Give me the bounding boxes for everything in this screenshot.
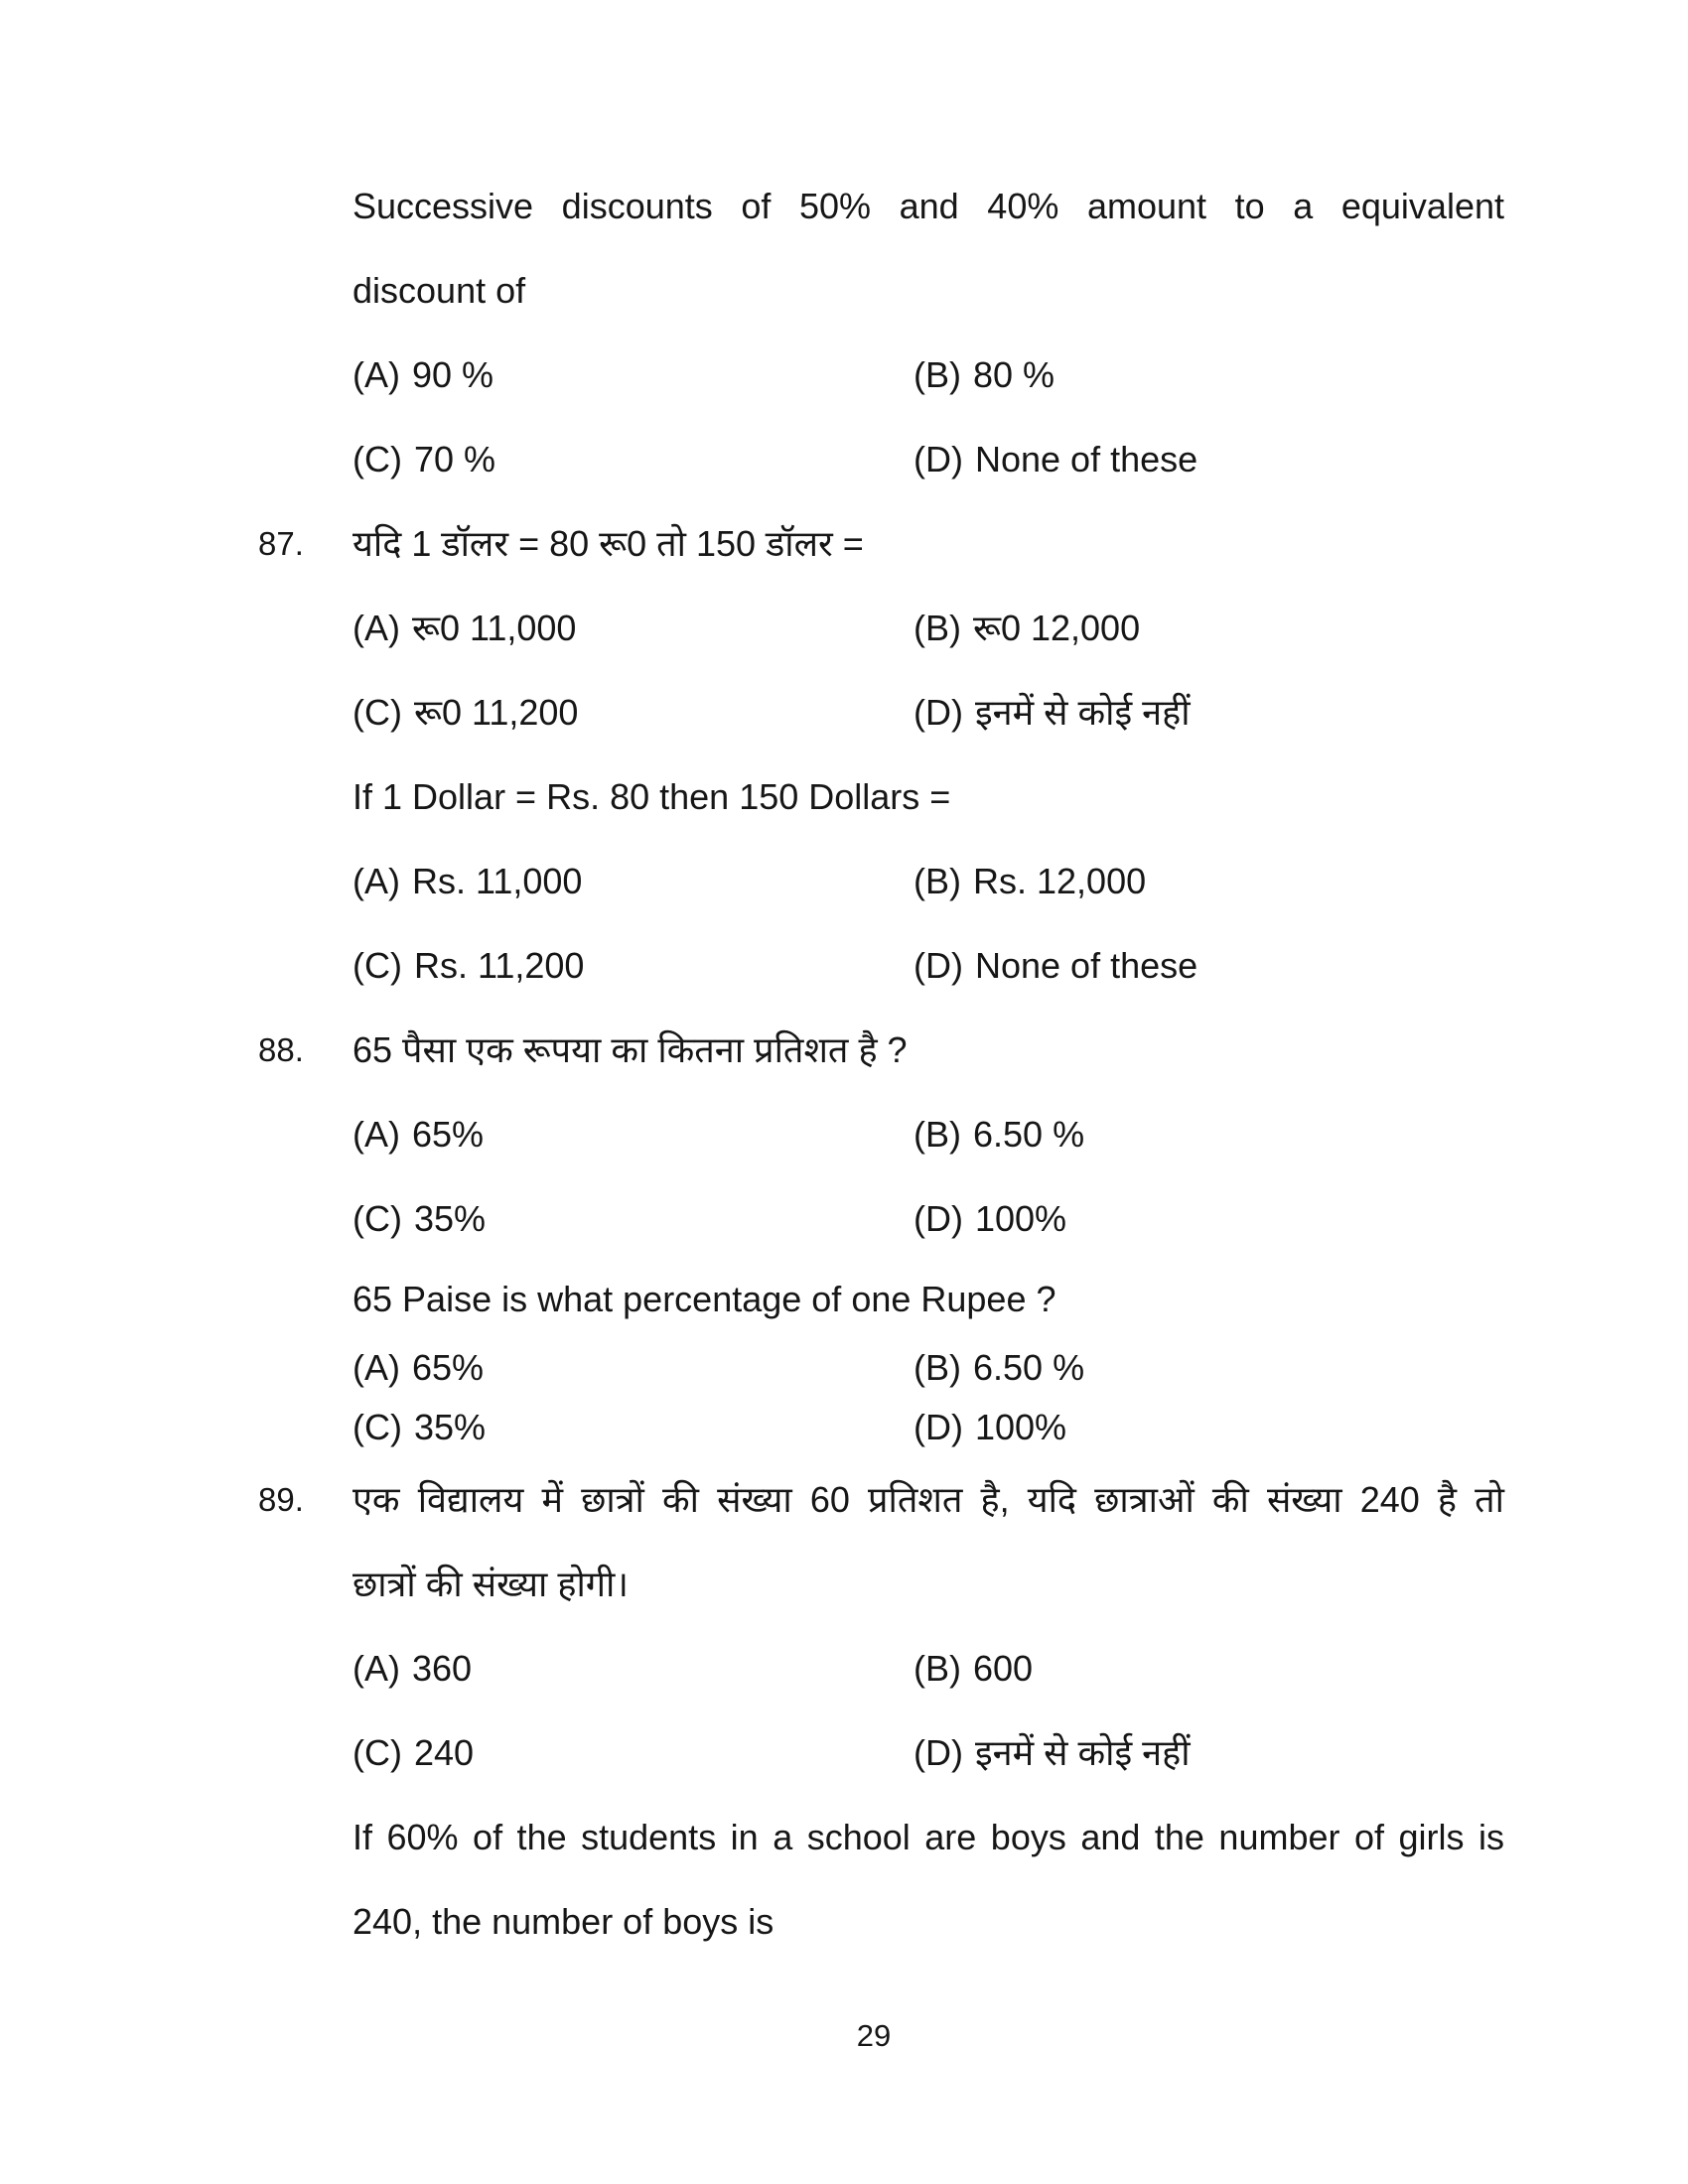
question-89-number: 89.: [258, 1481, 304, 1518]
option-b-label: (B): [914, 608, 961, 648]
option-c-label: (C): [352, 439, 402, 479]
option-87-english-b: [914, 839, 1504, 923]
option-a-label: (A): [352, 354, 400, 395]
question-87-english-options-row-2: [352, 923, 1504, 1008]
option-c-label: (C): [352, 692, 402, 733]
option-d-value: 100%: [974, 1407, 1067, 1447]
option-a-label: (A): [352, 608, 400, 648]
option-b-value: 6.50 %: [973, 1347, 1085, 1388]
option-86-b: [914, 333, 1504, 417]
question-87-english-statement: If 1 Dollar = Rs. 80 then 150 Dollars =: [352, 776, 951, 817]
option-c-label: (C): [352, 1407, 402, 1447]
question-87-english-options-row-1: [352, 839, 1504, 923]
option-a-value: 90 %: [412, 354, 494, 395]
question-89-english-line-1: If 60% of the students in a school are boys and the number of girls is: [352, 1817, 1504, 1857]
option-89-b: [914, 1626, 1504, 1710]
option-89-a: [352, 1626, 914, 1710]
option-89-d: [914, 1710, 1504, 1795]
question-88-english-statement: 65 Paise is what percentage of one Rupee ?: [352, 1279, 1056, 1319]
option-b-value: Rs. 12,000: [973, 861, 1147, 901]
option-d-label: (D): [914, 1407, 963, 1447]
option-89-c: [352, 1710, 914, 1795]
option-a-label: (A): [352, 1347, 400, 1388]
question-89-options-row-1: [352, 1626, 1504, 1710]
option-88-hindi-c: [352, 1176, 914, 1261]
question-89-hindi-line-1: [258, 1457, 1504, 1542]
option-88-hindi-a: [352, 1092, 914, 1176]
question-88-english-options-row-2: [352, 1398, 1504, 1457]
option-c-value: 35%: [413, 1407, 487, 1447]
option-88-english-d: [914, 1398, 1504, 1457]
option-d-value: 100%: [974, 1198, 1067, 1239]
option-a-label: (A): [352, 861, 400, 901]
option-d-value: None of these: [974, 439, 1198, 479]
option-b-label: (B): [914, 1347, 961, 1388]
option-d-label: (D): [914, 1198, 963, 1239]
option-b-label: (B): [914, 354, 961, 395]
question-87-number: 87.: [258, 525, 304, 562]
option-a-label: (A): [352, 1648, 400, 1689]
option-88-english-b: [914, 1338, 1504, 1398]
question-87-hindi-options-row-1: [352, 586, 1504, 670]
option-87-hindi-b: [914, 586, 1504, 670]
option-87-hindi-c: [352, 670, 914, 754]
option-87-hindi-d: [914, 670, 1504, 754]
option-d-label: (D): [914, 692, 963, 733]
question-86-english-line-1: Successive discounts of 50% and 40% amount to a equivalent: [352, 186, 1504, 226]
option-d-label: (D): [914, 439, 963, 479]
question-89-english-line-2: 240, the number of boys is: [352, 1901, 774, 1942]
option-d-value: इनमें से कोई नहीं: [974, 1732, 1191, 1773]
option-d-value: None of these: [974, 945, 1198, 986]
question-89-options-row-2: [352, 1710, 1504, 1795]
option-c-label: (C): [352, 1198, 402, 1239]
option-b-value: 6.50 %: [973, 1114, 1085, 1155]
option-a-value: रू0 11,000: [412, 608, 577, 648]
question-89-hindi-text-1: एक विद्यालय में छात्रों की संख्या 60 प्रतिशत है, यदि छात्राओं की संख्या 240 है तो: [352, 1479, 1504, 1520]
question-86-options-row-2: [352, 417, 1504, 501]
option-a-label: (A): [352, 1114, 400, 1155]
option-b-label: (B): [914, 1648, 961, 1689]
question-88-hindi-statement: [258, 1008, 1504, 1092]
option-87-english-a: [352, 839, 914, 923]
question-88-hindi-options-row-2: [352, 1176, 1504, 1261]
question-88-english-options-row-1: [352, 1338, 1504, 1398]
option-c-value: 70 %: [413, 439, 496, 479]
question-88-number: 88.: [258, 1031, 304, 1068]
option-b-value: रू0 12,000: [973, 608, 1141, 648]
option-a-value: Rs. 11,000: [412, 861, 583, 901]
option-88-english-c: [352, 1398, 914, 1457]
option-c-value: Rs. 11,200: [413, 945, 585, 986]
option-b-value: 80 %: [973, 354, 1055, 395]
option-d-value: इनमें से कोई नहीं: [974, 692, 1191, 733]
option-86-a: [352, 333, 914, 417]
option-87-english-c: [352, 923, 914, 1008]
option-88-hindi-b: [914, 1092, 1504, 1176]
option-88-hindi-d: [914, 1176, 1504, 1261]
option-c-label: (C): [352, 1732, 402, 1773]
option-d-label: (D): [914, 1732, 963, 1773]
option-87-hindi-a: [352, 586, 914, 670]
question-87-hindi-text: यदि 1 डॉलर = 80 रू0 तो 150 डॉलर =: [352, 523, 864, 564]
question-86-english-line-2: discount of: [352, 270, 526, 311]
option-b-value: 600: [973, 1648, 1034, 1689]
option-86-d: [914, 417, 1504, 501]
option-c-label: (C): [352, 945, 402, 986]
question-89-hindi-line-2: छात्रों की संख्या होगी।: [352, 1564, 630, 1604]
option-86-c: [352, 417, 914, 501]
option-88-english-a: [352, 1338, 914, 1398]
option-b-label: (B): [914, 861, 961, 901]
question-87-hindi-statement: [258, 501, 1504, 586]
option-a-value: 65%: [412, 1347, 485, 1388]
question-87-hindi-options-row-2: [352, 670, 1504, 754]
option-a-value: 360: [412, 1648, 473, 1689]
option-b-label: (B): [914, 1114, 961, 1155]
option-c-value: 240: [413, 1732, 475, 1773]
option-d-label: (D): [914, 945, 963, 986]
question-88-hindi-text: 65 पैसा एक रूपया का कितना प्रतिशत है ?: [352, 1029, 908, 1070]
option-a-value: 65%: [412, 1114, 485, 1155]
question-88-hindi-options-row-1: [352, 1092, 1504, 1176]
question-86-options-row-1: [352, 333, 1504, 417]
page-number: 29: [856, 2018, 892, 2053]
option-87-english-d: [914, 923, 1504, 1008]
option-c-value: 35%: [413, 1198, 487, 1239]
option-c-value: रू0 11,200: [413, 692, 579, 733]
